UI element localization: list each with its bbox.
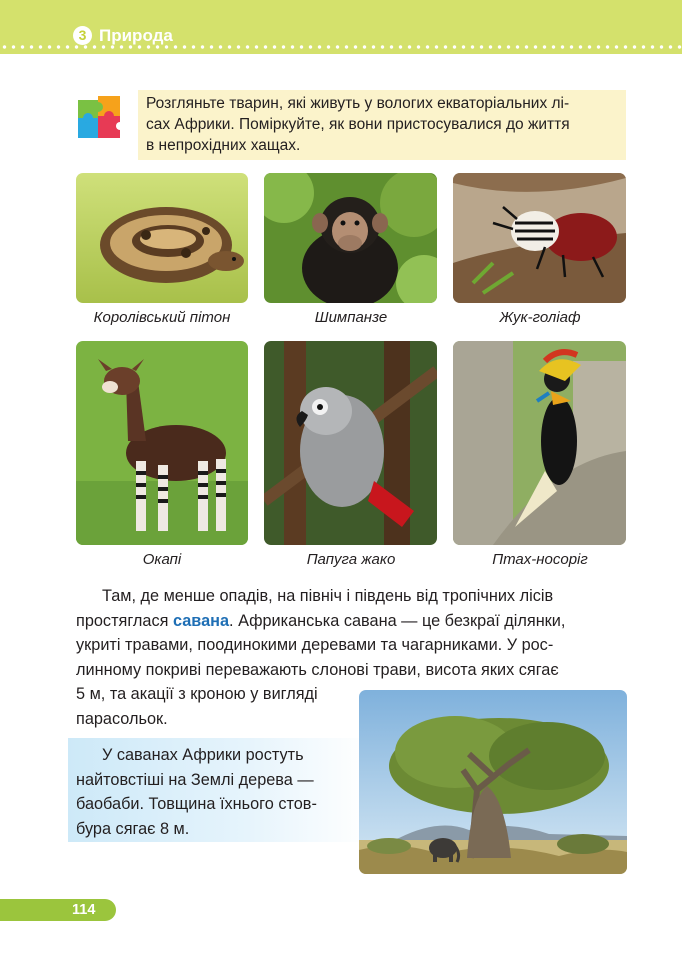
animal-caption: Птах-носоріг [492,551,588,568]
text-fragment: . Африканська савана — це безкраї ділянки, [229,611,566,630]
fact-line: бура сягає 8 м. [76,819,190,838]
grey-parrot-photo [264,341,437,545]
puzzle-icon [76,92,126,140]
animal-caption: Шимпанзе [314,309,388,326]
chimpanzee-photo [264,173,437,303]
page-number: 114 [72,902,96,918]
text-line: линному покриві переважають слонові трави, висота яких сягає [76,660,559,679]
animal-caption: Жук-голіаф [499,309,581,326]
okapi-photo [76,341,248,545]
text-line: укриті травами, поодинокими деревами та чагарниками. У рос- [76,636,554,654]
text-line: Там, де менше опадів, на північ і південь від тропічних лісів [102,587,554,605]
animal-caption: Папуга жако [306,551,396,568]
task-line: сах Африки. Поміркуйте, як вони пристосувалися до життя [146,116,570,133]
goliath-beetle-photo [453,173,626,303]
fact-line: баобаби. Товщина їхнього стов- [76,795,317,813]
text-line: 5 м, та акації з кроною у вигляді [76,685,318,703]
task-line: Розгляньте тварин, які живуть у вологих екваторіальних лі- [146,95,570,112]
animal-caption: Окапі [142,551,182,568]
hornbill-photo [453,341,626,545]
python-photo [76,173,248,303]
section-title: Природа [99,26,173,45]
fact-line: У саванах Африки ростуть [102,746,304,764]
task-box [138,90,626,160]
text-line [76,609,626,634]
task-line: в непрохідних хащах. [146,137,301,154]
animal-caption: Королівський пітон [93,309,231,326]
text-line: парасольок. [76,709,168,728]
savanna-term: савана [172,611,230,630]
task-text [146,93,620,156]
chapter-header [0,0,682,54]
section-number-badge: 3 [73,26,92,45]
fact-line: найтовстіші на Землі дерева — [76,770,314,789]
baobab-savanna-photo [359,690,627,874]
baobab-fact [76,743,342,841]
page-number-tab [0,899,116,921]
text-fragment: простяглася [76,611,173,630]
